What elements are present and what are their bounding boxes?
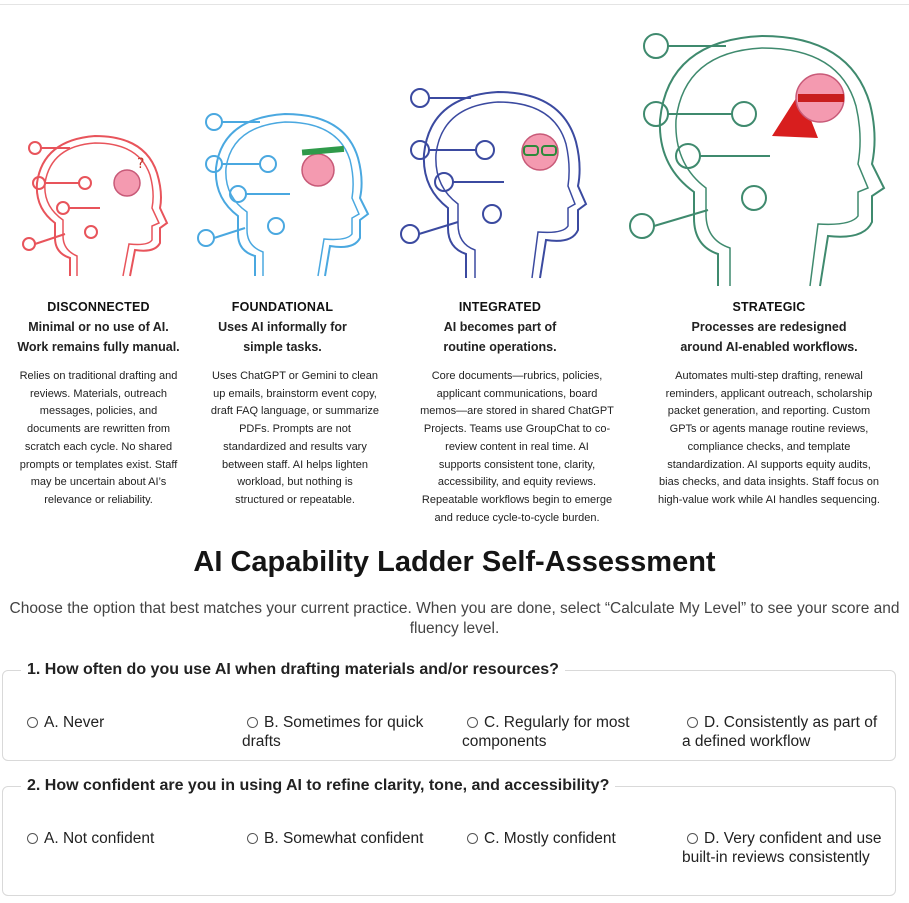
- svg-text:?: ?: [137, 156, 145, 172]
- stage-2-description: Uses ChatGPT or Gemini to clean up emails, brainstorm event copy, draft FAQ language, or summarize PDFs. Prompts are not standardized and results vary between staff. AI helps lighten workload, but nothing is structured or repeatable.: [210, 370, 380, 506]
- q1-option-a[interactable]: A. Never: [27, 713, 227, 732]
- stage-1-subtitle: Minimal or no use of AI. Work remains fully manual.: [17, 320, 180, 354]
- head-circuit-icon: [622, 26, 904, 288]
- radio-icon[interactable]: [687, 833, 698, 844]
- stage-2-subtitle: Uses AI informally for simple tasks.: [218, 320, 347, 354]
- radio-icon[interactable]: [467, 833, 478, 844]
- question-1-options: [3, 679, 895, 760]
- question-1: [2, 661, 896, 761]
- stage-2-title: FOUNDATIONAL: [231, 300, 334, 314]
- stage-3-subtitle: AI becomes part of routine operations.: [443, 320, 557, 354]
- radio-icon[interactable]: [687, 717, 698, 728]
- stage-disconnected-illustration: [15, 128, 175, 278]
- question-2: [2, 777, 896, 896]
- q1-option-b[interactable]: B. Sometimes for quick drafts: [242, 714, 424, 750]
- q2-option-b[interactable]: B. Somewhat confident: [247, 829, 447, 848]
- q1-option-d[interactable]: D. Consistently as part of a defined workflow: [682, 714, 878, 750]
- stage-foundational-illustration: [190, 106, 380, 281]
- stage-4-subtitle: Processes are redesigned around AI-enabled workflows.: [680, 320, 858, 354]
- question-1-legend: 1. How often do you use AI when drafting materials and/or resources?: [27, 661, 559, 678]
- page-title: AI Capability Ladder Self-Assessment: [193, 546, 716, 578]
- stage-strategic-illustration: [622, 26, 904, 288]
- radio-icon[interactable]: [467, 717, 478, 728]
- q1-option-c[interactable]: C. Regularly for most components: [462, 714, 630, 750]
- radio-icon[interactable]: [247, 717, 258, 728]
- question-2-legend: 2. How confident are you in using AI to refine clarity, tone, and accessibility?: [27, 777, 610, 794]
- q2-option-a[interactable]: A. Not confident: [27, 829, 227, 848]
- q2-option-c[interactable]: C. Mostly confident: [467, 829, 667, 848]
- top-divider: [0, 4, 909, 5]
- radio-icon[interactable]: [247, 833, 258, 844]
- intro-text: Choose the option that best matches your current practice. When you are done, select “Calculate My Level” to see your score and fluency level.: [9, 600, 900, 637]
- stage-1-title: DISCONNECTED: [47, 300, 150, 314]
- radio-icon[interactable]: [27, 833, 38, 844]
- radio-icon[interactable]: [27, 717, 38, 728]
- stage-4-description: Automates multi-step drafting, renewal reminders, applicant outreach, scholarship packet generation, and reporting. Custom GPTs or agents manage routine reviews, compliance checks, and template standardization. AI supports equity audits, bias checks, and data insights. Staff focus on high-value work while AI handles sequencing.: [658, 370, 880, 506]
- stage-integrated-illustration: [396, 84, 596, 280]
- stage-3-description: Core documents—rubrics, policies, applicant communications, board memos—are stored in shared ChatGPT Projects. Teams use GroupChat to co- review content in real time. AI supports consistent tone, clarity, accessibility, and equity reviews. Repeatable workflows begin to emerge and reduce cycle-to-cycle burden.: [420, 370, 614, 524]
- question-2-options: [3, 795, 895, 895]
- q2-option-d[interactable]: D. Very confident and use built-in reviews consistently: [682, 830, 882, 866]
- stage-4-title: STRATEGIC: [732, 300, 806, 314]
- stage-3-title: INTEGRATED: [458, 300, 542, 314]
- stage-1-description: Relies on traditional drafting and reviews. Materials, outreach messages, policies, and documents are rewritten from scratch each cycle. No shared prompts or templates exist. Staff may be uncertain about AI’s relevance or reliability.: [19, 370, 178, 506]
- head-circuit-icon: [15, 128, 175, 278]
- head-circuit-icon: [396, 84, 596, 280]
- head-circuit-icon: [190, 106, 380, 281]
